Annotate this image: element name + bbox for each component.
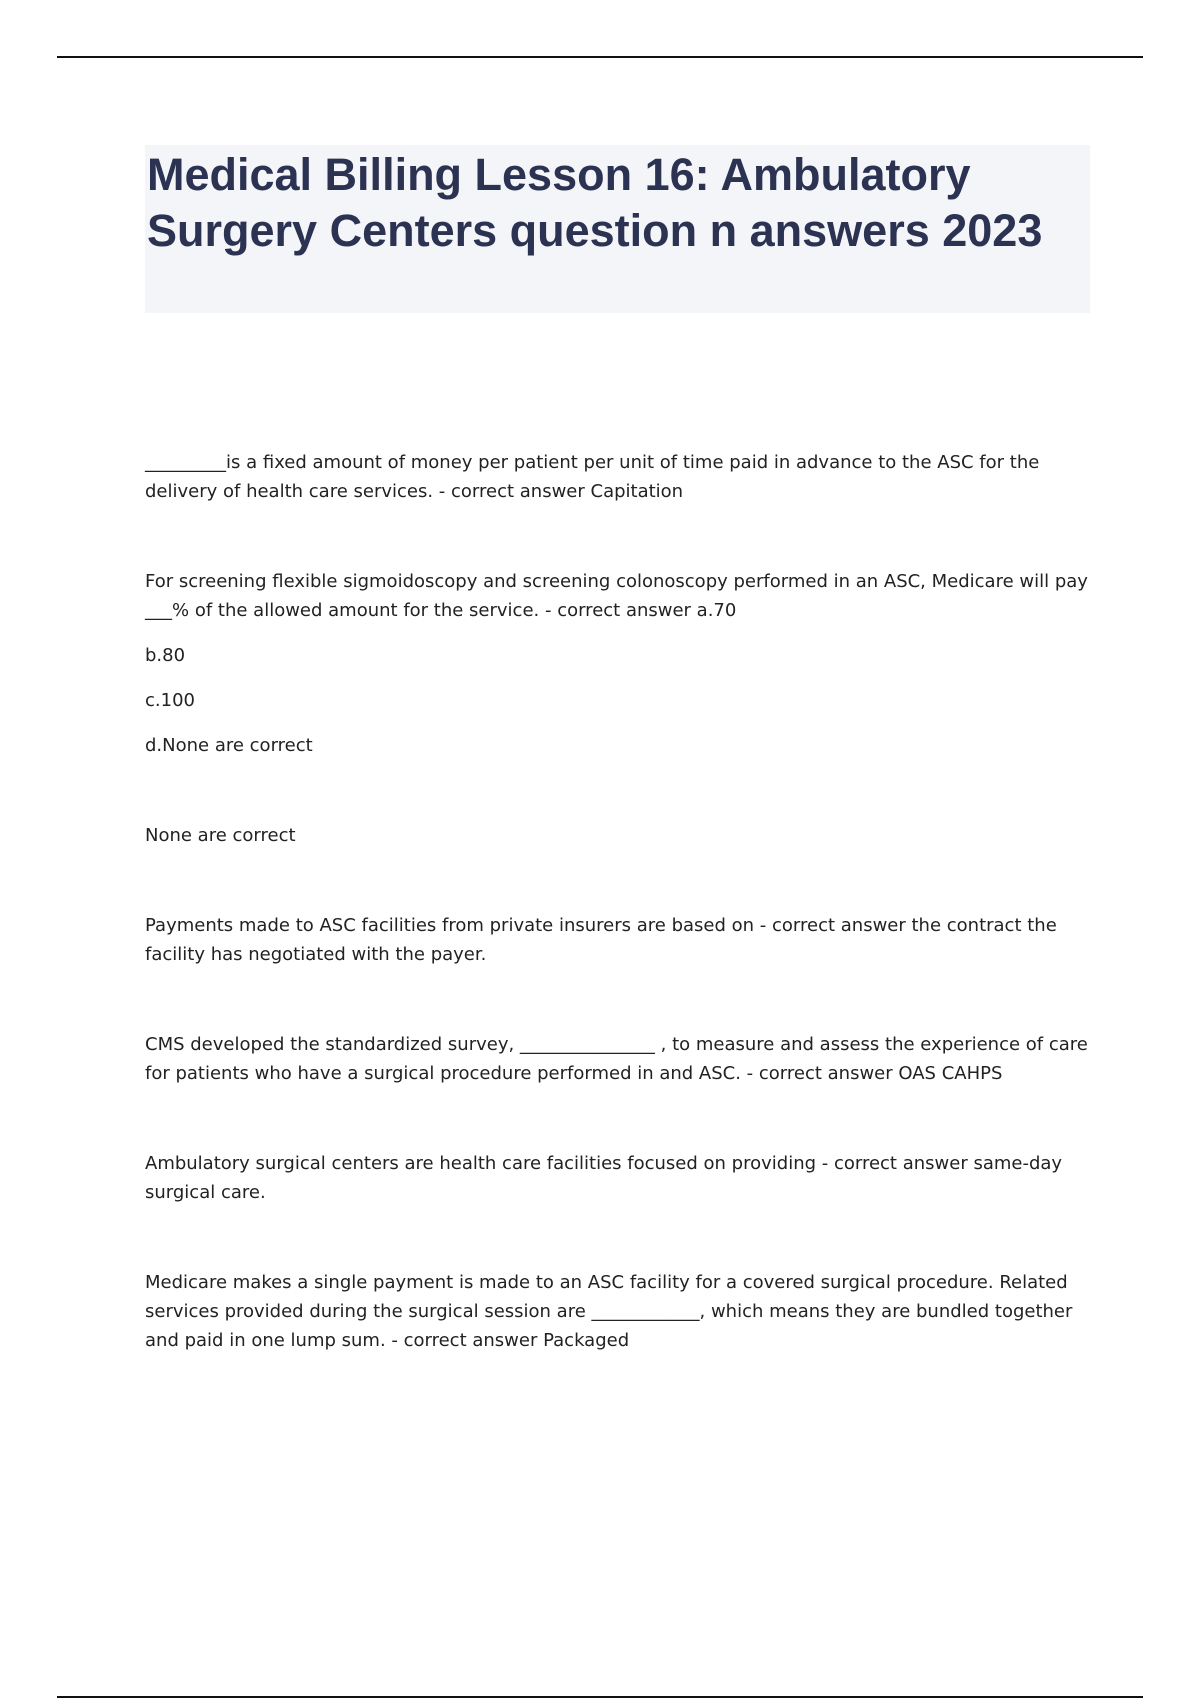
answer-none-correct: None are correct <box>145 825 296 846</box>
question-asc-focus: Ambulatory surgical centers are health care facilities focused on providing - correct answer same-day surgical care. <box>145 1153 1068 1203</box>
question-packaged-payment: Medicare makes a single payment is made to an ASC facility for a covered surgical procedure. Related services provided during the surgical session are ____________, which means they are bundled together and paid in one lump sum. - correct answer Packaged <box>145 1272 1079 1351</box>
option-c: c.100 <box>145 690 195 711</box>
document-title: Medical Billing Lesson 16: Ambulatory Surgery Centers question n answers 2023 <box>147 149 1043 256</box>
question-capitation: _________is a fixed amount of money per patient per unit of time paid in advance to the ASC for the delivery of health care services. - correct answer Capitation <box>145 452 1046 502</box>
question-cms-survey: CMS developed the standardized survey, _______________ , to measure and assess the experience of care for patients who have a surgical procedure performed in and ASC. - correct answer OAS CAHPS <box>145 1034 1094 1084</box>
question-screening-payment: For screening flexible sigmoidoscopy and screening colonoscopy performed in an ASC, Medicare will pay ___% of the allowed amount for the service. - correct answer a.70 <box>145 571 1094 621</box>
option-d: d.None are correct <box>145 735 313 756</box>
question-list <box>145 448 1094 1355</box>
question-private-insurers: Payments made to ASC facilities from private insurers are based on - correct answer the contract the facility has negotiated with the payer. <box>145 915 1063 965</box>
top-divider <box>57 56 1143 58</box>
bottom-divider <box>57 1696 1143 1698</box>
title-banner <box>145 145 1090 313</box>
option-b: b.80 <box>145 645 186 666</box>
